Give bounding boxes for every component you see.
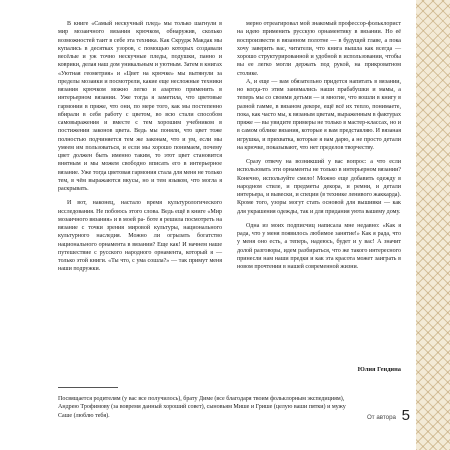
paragraph: Сразу отвечу на возникший у вас вопрос: а что если использовать эти орнаменты не только в интерьерном вязании? Конечно, используйте смело! Можно еще добавить одежду в народном стиле, и предметы декора, и ремни, и детали интерьера, и вывески, и специи (в технике ленивого жаккарда). Кроме того, узоры могут стать основой для вышивки — как для украшения одежды, так и для придания уюта вашему дому.	[237, 159, 401, 215]
section-label: От автора	[366, 414, 396, 421]
paragraph: А, и еще — вам обязательно придется напитать в вязании, но когда-то этим занимались наши прабабушки и мамы, а теперь мы со своими детьми — и многие, что вошли в книгу в разной гамме, в вязаном декоре, ещё всё их тепло, понимаете, пока, как часто мы, к вязаным цветам, выраженным в фактурах пряже — вы увидите примеры не только в мастер-классах, но и в самом облике вязания, которые я вам представляю. И вязаная игрушка, и прихватка, которые я вам дарю, а не просто детали на крючке, показывают, что нет пределов творчеству.	[237, 78, 401, 151]
left-text-column	[58, 20, 222, 274]
page-number: 5	[401, 407, 410, 424]
right-text-column	[237, 20, 401, 271]
paragraph: В книге «Самый нескучный плед» мы только шагнули в мир мозаичного вязания крючком, обнаружив, сколько возможностей таит в себе эта техника. Как Скрудж Макдак мы купались в десятках узоров, с помощью которых создавали весёлые и уж точно нескучные пледы, подушки, панно и коврики, делая наш дом уникальным и уютным. Затем в книгах «Уютная геометрия» и «Цвет на крючке» мы вытянули за пределы мозаики и посмотрели, какие еще несложные техники вязания крючком можно легко и азартно применить в интерьерном вязании. Уже тогда я заметила, что цветовые гармонии в пряже, что они, по мере того, как мы постепенно вбирали в себя работу с цветом, во всю стали способом самовыражения и вместе с тем хорошим учебником в постижении законов цвета. Ведь мы поняли, что цвет тоже полностью подчиняется тем же законам, что и ум, если мы умеем им пользоваться, и если мы хорошо понимаем, почему цвет должен быть именно таким, то этот цвет становится внятным и мы можем свободно вписать его в интерьерное вязание. Уже тогда цветовая гармония стала для меня не только тем, в чём выражаются вкусы, но и тем языком, что могла я раскрывать.	[58, 21, 222, 192]
author-signature: Юлия Гендина	[357, 366, 401, 373]
ornamental-border	[416, 0, 450, 450]
dedication-text: Посвящается родителям (у вас все получилось), брату Диме (все благодаря твоим фольклорным экспедициям), Андрею Трофимову (за вовремя данный хороший совет), сыновьям Мише и Грише (целую ваши пятки) и мужу Саше (люблю тебя).	[58, 396, 346, 419]
paragraph: И вот, наконец, настало время культурологического исследования. Не побоюсь этого слова. Ведь ещё в книге «Мир мозаичного вязания» и в моей ра- боте я решила посмотреть на вязание с точки зрения мировой культуры, национального культурного наследия. Можно ли огрызать богатство национального орнамента в вязании? Еще как! И начнем наше путешествие с русского народного орнамента, который я — только этой книги. «Ты что, с ума сошла?» — так примут меня наши подружки.	[58, 200, 222, 273]
paragraph: Одна из моих подписчиц написала мне недавно: «Как я рада, что у меня появилось любимое занятие!» Как я рада, что у меня оно есть, а теперь, надеюсь, будет и у вас! А значит долой разговоры, идем разбираться, что же такого интересного принесли нам наши предки и как эта красота может заиграть в новом прочтении в нашей современной жизни.	[237, 222, 401, 270]
divider	[58, 387, 118, 388]
paragraph: мерно отреагировал мой знакомый профессор-фольклорист на идею применить русскую орнаментику в вязании. Но её воспроизвести в вязанном полотне — в будущей главе, а пока хочу заверить вас, читатели, что книга вышла как всегда — хорошо структурированной и удобной в использовании, чтобы вы ее легко могли держать под рукой, на прикроватном столике.	[237, 21, 401, 77]
page-footer	[364, 404, 412, 424]
